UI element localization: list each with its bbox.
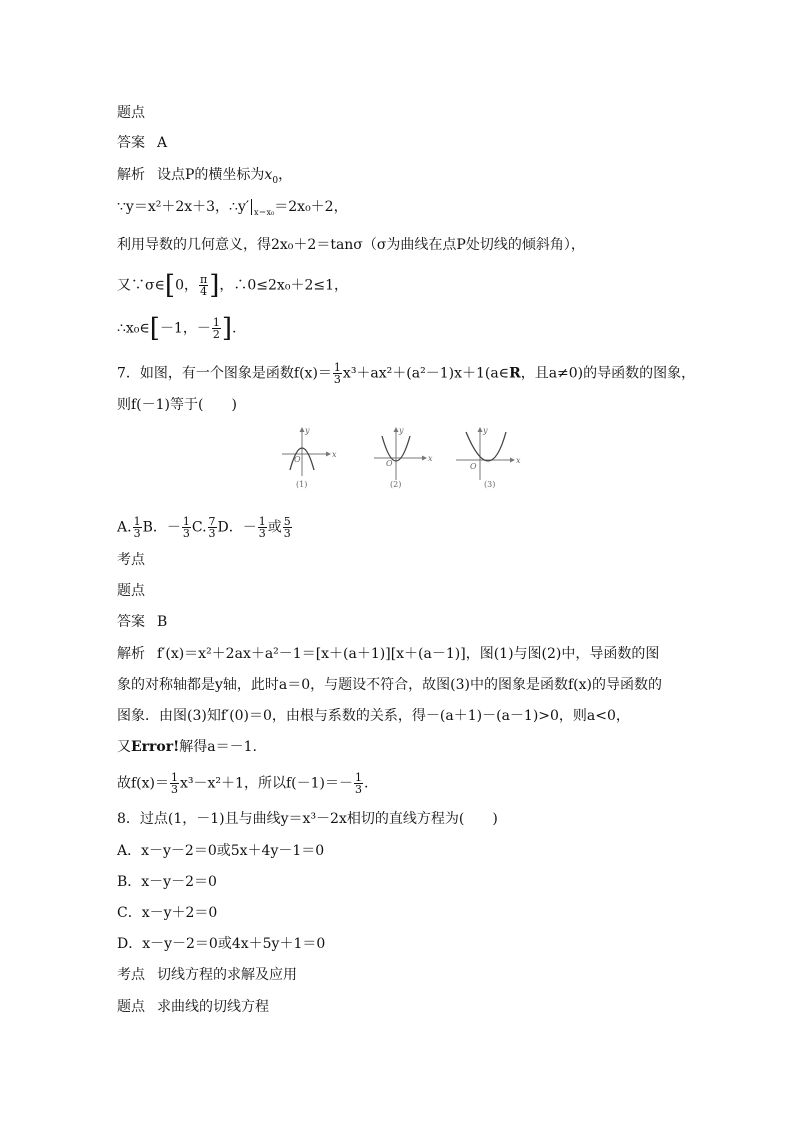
q8-option-c: C．x－y＋2＝0 — [117, 905, 218, 921]
svg-text:x: x — [428, 454, 433, 463]
q6-answer — [117, 134, 167, 152]
q6-tidian-label: 题点 — [117, 105, 145, 121]
figure-3 — [456, 428, 514, 480]
q7-kaodian-label: 考点 — [117, 552, 145, 568]
q8-kaodian: 考点 切线方程的求解及应用 — [117, 967, 297, 983]
q7-tidian-label: 题点 — [117, 583, 145, 599]
figure-1-label: (1) — [296, 480, 308, 489]
svg-text:y: y — [305, 426, 310, 435]
q7-analysis-line5: 故f(x)＝ $\frac{1}{3}$ x³－x²＋1，所以f(－1)＝－ $\frac{1}{3}$ . — [117, 771, 369, 796]
q7-analysis-line2: 象的对称轴都是y轴，此时a＝0，与题设不符合，故图(3)中的图象是函数f(x)的导函数的 — [117, 677, 662, 693]
q7-analysis-line4: 又Error!解得a＝－1. — [117, 739, 258, 755]
q7-answer: 答案 B — [117, 614, 168, 630]
q8-stem: 8．过点(1，－1)且与曲线y＝x³－2x相切的直线方程为( ) — [117, 811, 498, 827]
q6-analysis-line5: ∴x₀∈[－1，－ $\frac{1}{2}$ ]. — [117, 313, 237, 344]
q6-answer-label: 答案 — [117, 135, 145, 151]
svg-text:x: x — [516, 456, 521, 465]
q6-analysis-line1: 解析 设点P的横坐标为$x_0$， — [117, 167, 293, 186]
q8-option-a: A．x－y－2＝0或5x＋4y－1＝0 — [117, 843, 325, 859]
figure-2-label: (2) — [390, 480, 402, 489]
svg-text:x: x — [332, 450, 337, 459]
figure-3-label: (3) — [484, 480, 496, 489]
q7-options: A. $\frac{1}{3}$ B．－ $\frac{1}{3}$ C. $\frac{7}{3}$ D．－ $\frac{1}{3}$ 或 $\frac{5}{3}$ — [117, 515, 291, 540]
q7-stem-line1: 7．如图，有一个图象是函数f(x)＝ $\frac{1}{3}$ x³＋ax²＋(a²－1)x＋1(a∈R，且a≠0)的导函数的图象， — [117, 361, 696, 386]
svg-text:O: O — [294, 455, 301, 464]
svg-text:O: O — [386, 459, 393, 468]
q6-answer-value: A — [157, 135, 168, 151]
q8-tidian: 题点 求曲线的切线方程 — [117, 999, 269, 1015]
q6-analysis-line2: ∵y＝x²＋2x＋3，∴y′ $_{x=x_0}$＝2x₀＋2， — [117, 199, 348, 217]
q8-option-b: B．x－y－2＝0 — [117, 874, 217, 890]
q7-analysis-line3: 图象．由图(3)知f′(0)＝0，由根与系数的关系，得－(a＋1)－(a－1)>0，则a<0， — [117, 708, 630, 724]
svg-text:y: y — [399, 426, 404, 435]
q7-analysis-line1: 解析 f′(x)＝x²＋2ax＋a²－1＝[x＋(a＋1)][x＋(a－1)]，图(1)与图(2)中，导函数的图 — [117, 646, 660, 662]
svg-text:O: O — [470, 462, 477, 471]
svg-text:y: y — [483, 426, 488, 435]
q8-option-d: D．x－y－2＝0或4x＋5y＋1＝0 — [117, 936, 326, 952]
q6-analysis-line3: 利用导数的几何意义，得2x₀＋2＝tanσ（σ为曲线在点P处切线的倾斜角）， — [117, 237, 585, 253]
q7-figures — [280, 424, 520, 490]
figure-2 — [374, 428, 426, 480]
q7-stem-line2: 则f(－1)等于( ) — [117, 397, 237, 413]
figure-1 — [282, 428, 330, 476]
q6-analysis-line4: 又∵σ∈[0， $\frac{\pi}{4}$ ]，∴0≤2x₀＋2≤1， — [117, 270, 348, 301]
